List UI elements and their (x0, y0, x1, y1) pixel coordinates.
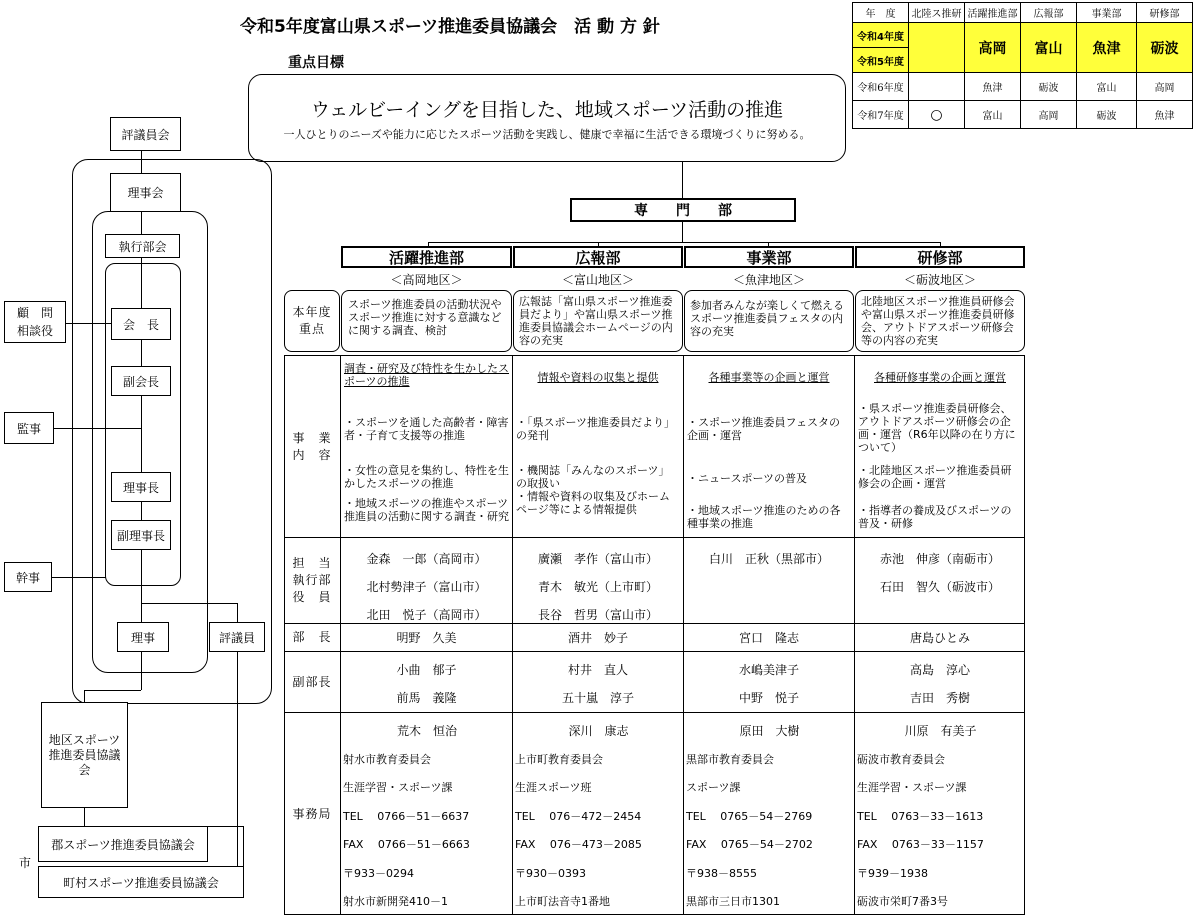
jigyo-item: ・地域スポーツの推進やスポーツ推進員の活動に関する調査・研究 (344, 497, 509, 523)
rotation-header: 活躍推進部 (965, 3, 1021, 23)
goal-sub-text: 一人ひとりのニーズや能力に応じたスポーツ活動を実践し、健康で幸福に生活できる環境づくりに努める。 (283, 128, 811, 141)
goal-label: 重点目標 (288, 55, 344, 71)
rijicho-box: 理事長 (111, 472, 171, 502)
jigyo-item: ・地域スポーツ推進のための各種事業の推進 (687, 504, 841, 530)
jimukyoku-person: 荒木 恒治 (396, 724, 457, 738)
fukubucho-name: 村井 直人 (567, 663, 628, 677)
fukubucho-name: 高島 淳心 (909, 663, 970, 677)
fukubucho-name: 吉田 秀樹 (909, 691, 970, 705)
rotation-row (853, 23, 1193, 48)
fukubucho-cell (684, 656, 854, 712)
rotation-value: 高岡 (1021, 101, 1077, 129)
rotation-hokuriku (909, 23, 965, 73)
bucho-cell: 酒井 妙子 (567, 631, 628, 645)
jigyo-item: ・スポーツ推進委員フェスタの企画・運営 (687, 416, 841, 442)
riji-box: 理事 (117, 622, 169, 652)
rotation-row (853, 101, 1193, 129)
fukubucho-name: 五十嵐 淳子 (561, 691, 634, 705)
kanji2-box: 幹事 (4, 562, 52, 592)
jigyo-item: ・情報や資料の収集及びホームページ等による情報提供 (516, 490, 670, 516)
jimukyoku-fax: FAX 076－473－2085 (515, 838, 642, 851)
jimukyoku-postal: 〒933－0294 (343, 866, 414, 880)
jigyo-item: ・機関誌「みんなのスポーツ」の取扱い (516, 464, 670, 490)
jimukyoku-postal: 〒938－8555 (686, 866, 757, 880)
rotation-year: 令和7年度 (853, 101, 909, 129)
rotation-value: 砺波 (1021, 73, 1077, 101)
rotation-value: 魚津 (965, 73, 1021, 101)
bucho-cell: 宮口 隆志 (738, 631, 799, 645)
rotation-row (853, 73, 1193, 101)
jigyo-item: ・スポーツを通した高齢者・障害者・子育て支援等の推進 (344, 416, 509, 442)
fukubucho-cell (855, 656, 1025, 712)
district-label: ＜魚津地区＞ (732, 272, 805, 287)
senmonbu-box: 専 門 部 (570, 198, 796, 222)
tanto-name: 廣瀬 孝作（富山市） (537, 552, 658, 566)
rotation-value: 砺波 (1077, 101, 1137, 129)
org-line (84, 808, 85, 826)
dept-header-katsuyaku: 活躍推進部 (341, 246, 512, 268)
jimukyoku-fax: FAX 0766－51－6663 (343, 838, 470, 851)
dept-header-jigyo: 事業部 (684, 246, 854, 268)
rotation-value: 魚津 (1077, 23, 1137, 73)
chiku-box: 地区スポーツ推進委員協議会 (41, 702, 128, 808)
rijikai-box: 理事会 (110, 173, 181, 212)
tanto-cell (855, 545, 1025, 601)
tanto-name: 北田 悦子（高岡市） (366, 608, 487, 622)
jimukyoku-fax: FAX 0763－33－1157 (857, 838, 984, 851)
rotation-year: 令和5年度 (853, 48, 909, 73)
fukubucho-name: 中野 悦子 (738, 691, 799, 705)
komon-box (4, 301, 66, 343)
rotation-hokuriku-mark: ○ (909, 101, 965, 129)
jigyo-title: 各種研修事業の企画と運営 (874, 371, 1006, 384)
rotation-value: 魚津 (1137, 101, 1193, 129)
jimukyoku-person: 深川 康志 (568, 724, 629, 738)
rowlabel-jigyo: 事 業 内 容 (292, 430, 332, 462)
rotation-value: 砺波 (1137, 23, 1193, 73)
jigyo-item: ・ニュースポーツの普及 (687, 472, 808, 485)
grid-line (284, 712, 1025, 713)
rotation-hokuriku (909, 73, 965, 101)
jimukyoku-org: 射水市教育委員会 (343, 752, 431, 766)
jimukyoku-person: 川原 有美子 (904, 724, 977, 738)
tanto-name: 赤池 伸彦（南砺市） (879, 552, 1000, 566)
goal-box (248, 74, 846, 162)
rowlabel-bucho: 部 長 (292, 630, 332, 644)
fukurijicho-box: 副理事長 (111, 520, 171, 550)
fukukaicho-box: 副会長 (111, 366, 171, 396)
focus-cell: 参加者みんなが楽しくて燃えるスポーツ推進委員フェスタの内容の充実 (684, 290, 854, 352)
focus-cell: 北陸地区スポーツ推進員研修会や富山県スポーツ推進委員研修会、アウトドアスポーツ研修会等の内容の充実 (855, 290, 1025, 352)
district-label: ＜富山地区＞ (561, 272, 634, 287)
rotation-header: 研修部 (1137, 3, 1193, 23)
rowlabel-tanto: 担 当 執行部 役 員 (292, 556, 332, 604)
tanto-name: 金森 一郎（高岡市） (366, 552, 487, 566)
jimukyoku-cell (343, 717, 511, 917)
jimukyoku-section: 生涯学習・スポーツ課 (857, 781, 967, 794)
tanto-cell (341, 545, 512, 629)
jigyo-item: ・北陸地区スポーツ推進委員研修会の企画・運営 (858, 464, 1012, 490)
jimukyoku-tel: TEL 0763－33－1613 (857, 809, 984, 823)
chouson-box: 町村スポーツ推進委員協議会 (38, 866, 244, 898)
jimukyoku-address: 黒部市三日市1301 (686, 895, 780, 908)
bucho-cell: 明野 久美 (396, 631, 457, 645)
jigyo-item: ・女性の意見を集約し、特性を生かしたスポーツの推進 (344, 464, 509, 490)
rotation-value: 富山 (965, 101, 1021, 129)
jimukyoku-fax: FAX 0765－54－2702 (686, 838, 813, 851)
rotation-year: 令和4年度 (853, 23, 909, 48)
tanto-name: 北村勢津子（富山市） (366, 580, 487, 594)
jimukyoku-address: 砺波市栄町7番3号 (857, 895, 948, 908)
rotation-value: 高岡 (965, 23, 1021, 73)
rowlabel-jimukyoku: 事務局 (292, 806, 332, 821)
jimukyoku-tel: TEL 0766－51－6637 (343, 809, 470, 823)
komon-label: 顧 問 (16, 306, 53, 320)
jigyo-title: 調査・研究及び特性を生かしたスポーツの推進 (344, 362, 509, 388)
tanto-name: 青木 敏光（上市町） (537, 580, 658, 594)
jimukyoku-cell (515, 717, 682, 917)
focus-cell: スポーツ推進委員の活動状況やスポーツ推進に対する意識などに関する調査、検討 (341, 290, 512, 352)
rowlabel-fukubucho: 副部長 (292, 674, 332, 689)
jimukyoku-cell (686, 717, 853, 917)
jigyo-item: ・県スポーツ推進委員研修会、アウトドアスポーツ研修会の企画・運営（R6年以降の在り方について） (858, 402, 1016, 454)
rotation-header: 広報部 (1021, 3, 1077, 23)
jigyo-item: ・指導者の養成及びスポーツの普及・研修 (858, 504, 1012, 530)
district-label: ＜砺波地区＞ (903, 272, 976, 287)
jimukyoku-tel: TEL 0765－54－2769 (686, 809, 813, 823)
hyogiinkai-box: 評議員会 (110, 117, 181, 151)
fukubucho-name: 水嶋美津子 (738, 663, 799, 677)
dept-header-koho: 広報部 (513, 246, 683, 268)
kaicho-box: 会 長 (111, 308, 171, 340)
jimukyoku-address: 射水市新開発410－1 (343, 895, 448, 908)
fukubucho-cell (341, 656, 512, 712)
sodanyaku-label: 相談役 (16, 324, 53, 338)
jimukyoku-org: 砺波市教育委員会 (857, 752, 945, 766)
focus-cell: 広報誌「富山県スポーツ推進委員だより」や富山県スポーツ推進委員協議会ホームページの内容の充実 (513, 290, 683, 352)
rotation-header: 事業部 (1077, 3, 1137, 23)
tanto-name: 長谷 哲男（富山市） (537, 608, 658, 622)
district-label: ＜高岡地区＞ (390, 272, 463, 287)
rotation-header: 北陸ス推研 (909, 3, 965, 23)
tanto-cell (684, 545, 854, 573)
jimukyoku-section: 生涯学習・スポーツ課 (343, 781, 453, 794)
gun-box: 郡スポーツ推進委員協議会 (38, 826, 208, 862)
goal-main-text: ウェルビーイングを目指した、地域スポーツ活動の推進 (310, 99, 784, 121)
tree-line (682, 222, 683, 242)
fukubucho-cell (513, 656, 683, 712)
dept-header-kenshu: 研修部 (855, 246, 1025, 268)
jigyo-item: ・「県スポーツ推進委員だより」の発刊 (516, 416, 676, 442)
rotation-header: 年 度 (853, 3, 909, 23)
rotation-value: 富山 (1021, 23, 1077, 73)
kanji-box: 監事 (4, 412, 54, 444)
tree-line (428, 242, 940, 243)
jigyo-title: 情報や資料の収集と提供 (537, 371, 659, 384)
jimukyoku-org: 黒部市教育委員会 (686, 752, 774, 766)
jimukyoku-section: 生涯スポーツ班 (515, 781, 592, 794)
bucho-cell: 唐島ひとみ (909, 631, 970, 645)
jigyo-title: 各種事業等の企画と運営 (708, 371, 830, 384)
grid-line (284, 651, 1025, 652)
jimukyoku-postal: 〒930－0393 (515, 866, 586, 880)
page-title: 令和5年度富山県スポーツ推進委員協議会 活 動 方 針 (240, 17, 660, 37)
tanto-name: 石田 智久（砺波市） (879, 580, 1000, 594)
tanto-cell (513, 545, 683, 629)
rotation-header-row (853, 3, 1193, 23)
fukubucho-name: 前馬 義隆 (396, 691, 457, 705)
shi-label: 市 (12, 826, 38, 898)
jimukyoku-org: 上市町教育委員会 (515, 752, 603, 766)
jimukyoku-person: 原田 大樹 (739, 724, 800, 738)
tree-line (682, 162, 683, 198)
rotation-value: 富山 (1077, 73, 1137, 101)
jimukyoku-postal: 〒939－1938 (857, 866, 928, 880)
rowlabel-focus: 本年度 重点 (284, 290, 340, 352)
tanto-name: 白川 正秋（黒部市） (708, 552, 829, 566)
rotation-table (852, 2, 1193, 129)
fukubucho-name: 小曲 郁子 (396, 663, 457, 677)
shikkobukai-box: 執行部会 (105, 234, 180, 258)
hyogiin-box: 評議員 (209, 622, 265, 652)
grid-line (284, 537, 1025, 538)
jimukyoku-cell (857, 717, 1024, 917)
rotation-value: 高岡 (1137, 73, 1193, 101)
jimukyoku-address: 上市町法音寺1番地 (515, 895, 610, 908)
rotation-year: 令和6年度 (853, 73, 909, 101)
jimukyoku-section: スポーツ課 (686, 781, 741, 794)
jimukyoku-tel: TEL 076－472－2454 (515, 809, 642, 823)
